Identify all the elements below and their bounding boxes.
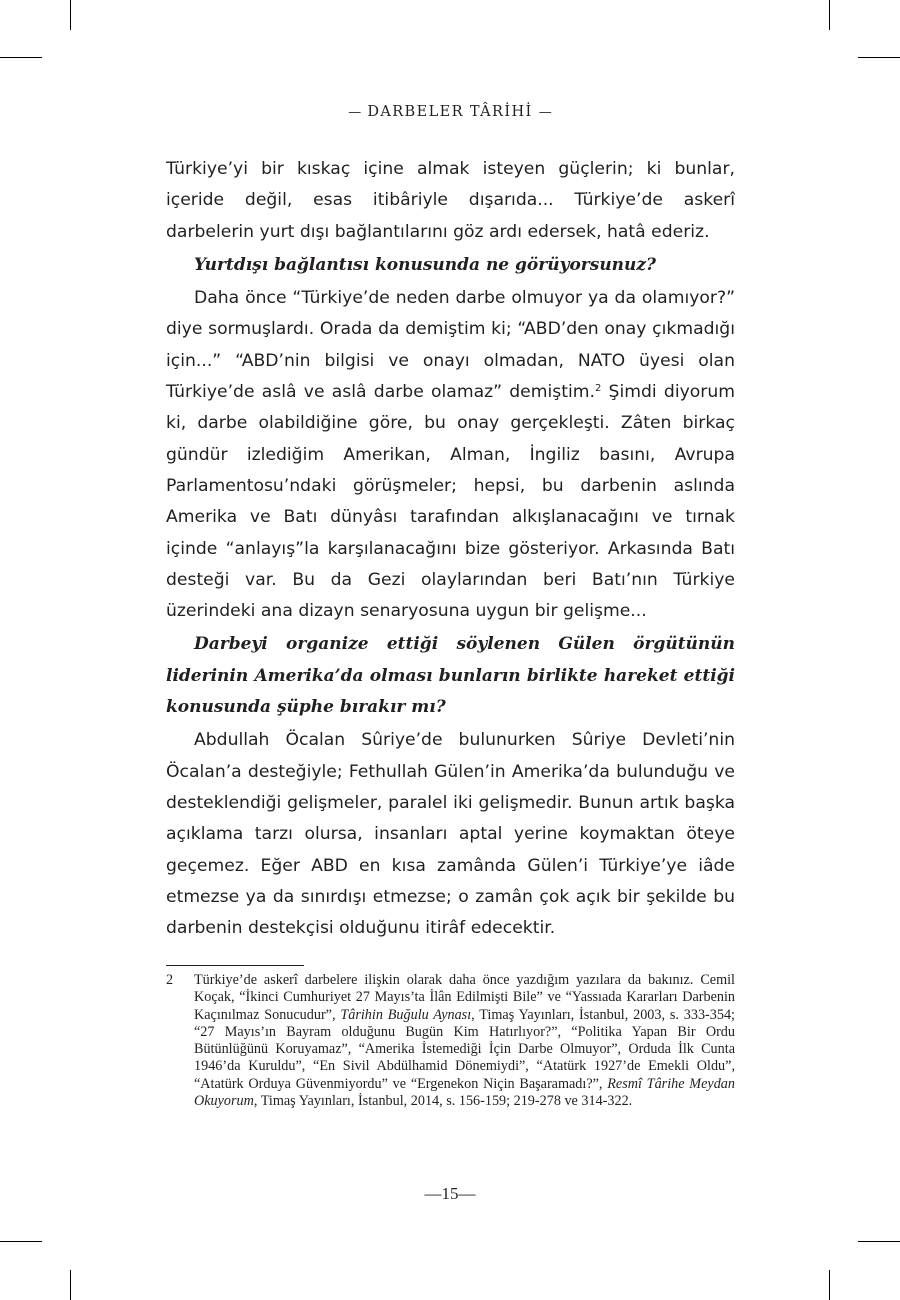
- footnote: [166, 972, 735, 1110]
- page-number-dash-right: —: [458, 1184, 476, 1203]
- body-text: [166, 154, 735, 944]
- header-dash-left: —: [348, 105, 362, 120]
- crop-mark: [829, 1270, 830, 1300]
- footnote-divider: [166, 965, 304, 966]
- crop-mark: [0, 57, 42, 58]
- crop-mark: [70, 1270, 71, 1300]
- footnote-text-part: , Timaş Yayınları, İstanbul, 2003, s. 333-354; “27 Mayıs’ın Bayram olduğunu Bugün Kim Hatırlıyor?”, “Politika Yapan Bir Ordu Bütünlüğünü Koruyamaz”, “Amerika İstemediği İçin Darbe Olmuyor”, Orduda İlk Cunta 1946’da Kuruldu”, “En Sivil Abdülhamid Dönemiydi”, “Atatürk 1927’de Emekli Oldu”, “Atatürk Orduya Güvenmiyordu” ve “Ergenekon Niçin Başaramadı?”,: [194, 1006, 735, 1092]
- running-header: [0, 104, 900, 120]
- page-number-value: 15: [441, 1184, 459, 1203]
- page-number-dash-left: —: [424, 1184, 442, 1203]
- crop-mark: [858, 57, 900, 58]
- crop-mark: [70, 0, 71, 30]
- footnote-number: 2: [166, 972, 174, 988]
- header-dash-right: —: [538, 105, 552, 120]
- footnote-text-part: , Timaş Yayınları, İstanbul, 2014, s. 156-159; 219-278 ve 314-322.: [253, 1093, 633, 1110]
- footnote-reference[interactable]: 2: [594, 383, 602, 395]
- footnote-text-part: Türkiye’de askerî darbelere ilişkin olarak daha önce yazdığım yazılara da bakınız. Cemil Koçak, “İkinci Cumhuriyet 27 Mayıs’ta İlân Edilmişti Bile” ve “Yassıada Kararları Darbenin Kaçınılmaz Sonucudur”,: [194, 972, 735, 1023]
- footnote-text: [194, 972, 735, 1110]
- header-title: DARBELER TÂRİHİ: [367, 104, 533, 120]
- paragraph: Türkiye’yi bir kıskaç içine almak isteyen güçlerin; ki bunlar, içeride değil, esas itibâriyle dışarıda... Türkiye’de askerî darbelerin yurt dışı bağlantılarını göz ardı edersek, hatâ ederiz.: [166, 159, 735, 242]
- interview-question: Yurtdışı bağlantısı konusunda ne görüyorsunuz?: [194, 254, 657, 275]
- footnote-book-title: Resmî Târihe Meydan Okuyorum: [194, 1075, 735, 1110]
- crop-mark: [858, 1241, 900, 1242]
- page-number: [0, 1184, 900, 1204]
- paragraph: Abdullah Öcalan Sûriye’de bulunurken Sûriye Devleti’nin Öcalan’a desteğiyle; Fethullah Gülen’in Amerika’da bulunduğu ve desteklendiği gelişmeler, paralel iki gelişmedir. Bunun artık başka açıklama tarzı olursa, insanları aptal yerine koymaktan öteye geçemez. Eğer ABD en kısa zamânda Gülen’i Türkiye’ye iâde etmezse ya da sınırdışı etmezse; o zamân çok açık bir şekilde bu darbenin destekçisi olduğunu itirâf edecektir.: [166, 730, 735, 939]
- crop-mark: [829, 0, 830, 30]
- footnote-book-title: Târihin Buğulu Aynası: [340, 1006, 472, 1023]
- paragraph-text: Daha önce “Türkiye’de neden darbe olmuyor ya da olamıyor?” diye sormuşlardı. Orada da demiştim ki; “ABD’den onay çıkmadığı için...” “ABD’nin bilgisi ve onayı olmadan, NATO üyesi olan Türkiye’de aslâ ve aslâ darbe olamaz” demiştim.: [166, 288, 735, 403]
- paragraph-text: Şimdi diyorum ki, darbe olabildiğine göre, bu onay gerçekleşti. Zâten birkaç gündür izlediğim Amerikan, Alman, İngiliz basını, Avrupa Parlamentosu’ndaki görüşmeler; hepsi, bu darbenin aslında Amerika ve Batı dünyâsı tarafından alkışlanacağını ve tırnak içinde “anlayış”la karşılanacağını bize gösteriyor. Arkasında Batı desteği var. Bu da Gezi olaylarından beri Batı’nın Türkiye üzerindeki ana dizayn senaryosuna uygun bir gelişme...: [166, 382, 735, 622]
- crop-mark: [0, 1241, 42, 1242]
- paragraph: [166, 283, 735, 627]
- interview-question: Darbeyi organize ettiği söylenen Gülen örgütünün liderinin Amerika’da olması bunların birlikte hareket ettiği konusunda şüphe bırakır mı?: [166, 634, 735, 718]
